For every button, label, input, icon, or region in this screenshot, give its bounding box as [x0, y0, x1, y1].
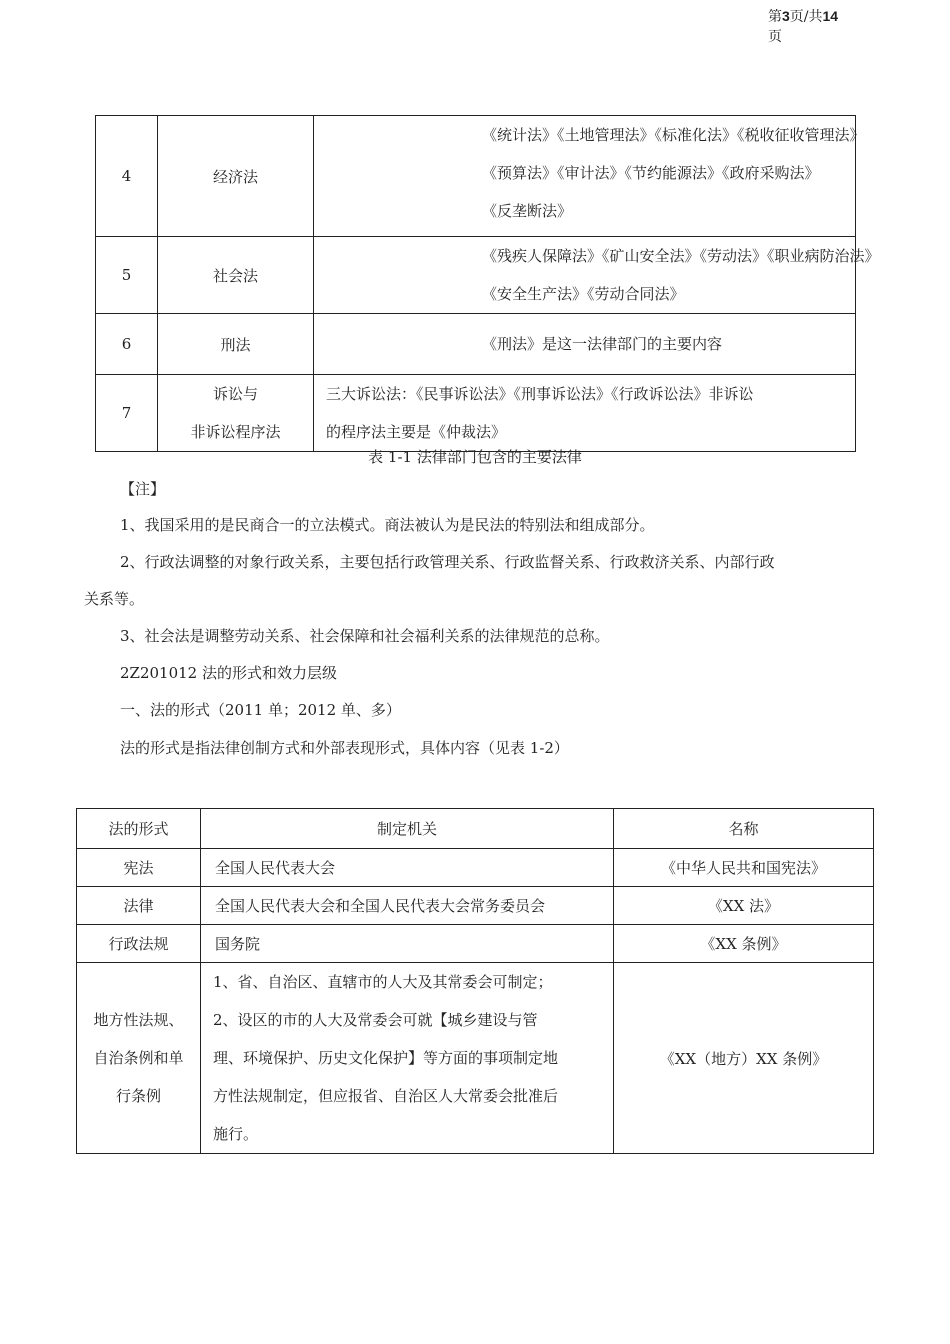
- law-forms-table: [76, 808, 874, 1154]
- note-item: 2、行政法调整的对象行政关系，主要包括行政管理关系、行政监督关系、行政救济关系、内部行政: [120, 553, 775, 571]
- row-number: 7: [96, 375, 158, 452]
- total-pages: 14: [822, 8, 839, 24]
- law-list: 《刑法》是这一法律部门的主要内容: [314, 314, 856, 375]
- law-list: 三大诉讼法：《民事诉讼法》《刑事诉讼法》《行政诉讼法》非诉讼 的程序法主要是《仲裁法》: [314, 375, 856, 452]
- row-number: 6: [96, 314, 158, 375]
- section-code-title: 2Z201012 法的形式和效力层级: [120, 664, 337, 682]
- current-page: 3: [782, 8, 790, 24]
- notes-heading: 【注】: [120, 480, 166, 498]
- table-row: [96, 237, 856, 314]
- note-item-continued: 关系等。: [84, 590, 145, 608]
- table-row: [77, 963, 874, 1154]
- law-category: 刑法: [158, 314, 314, 375]
- section-subtitle: 一、法的形式（2011 单；2012 单、多）: [120, 701, 401, 719]
- law-list: 《残疾人保障法》《矿山安全法》《劳动法》《职业病防治法》 《安全生产法》《劳动合同法》: [314, 237, 856, 314]
- column-header: 名称: [614, 809, 874, 849]
- table-row: [77, 925, 874, 963]
- law-name-cell: 《XX（地方）XX 条例》: [614, 963, 874, 1154]
- row-number: 5: [96, 237, 158, 314]
- law-departments-table: [95, 115, 880, 452]
- page-suffix: 页: [768, 29, 782, 45]
- law-form-cell: 行政法规: [77, 925, 201, 963]
- page-mid: 页/共: [789, 9, 823, 25]
- page-number-header: [768, 6, 868, 47]
- law-form-cell: 地方性法规、 自治条例和单 行条例: [77, 963, 201, 1154]
- section-intro: 法的形式是指法律创制方式和外部表现形式，具体内容（见表 1-2）: [120, 739, 569, 757]
- law-name-cell: 《XX 法》: [614, 887, 874, 925]
- table-row: [77, 849, 874, 887]
- table-caption: 表 1-1 法律部门包含的主要法律: [368, 448, 582, 466]
- table-header-row: [77, 809, 874, 849]
- law-category: 经济法: [158, 116, 314, 237]
- law-list: 《统计法》《土地管理法》《标准化法》《税收征收管理法》 《预算法》《审计法》《节约能源法》《政府采购法》 《反垄断法》: [314, 116, 856, 237]
- enacting-organ-cell: 国务院: [201, 925, 614, 963]
- law-category: 诉讼与 非诉讼程序法: [158, 375, 314, 452]
- page-prefix: 第: [768, 9, 782, 25]
- table-row: [96, 116, 856, 237]
- table-row: [96, 375, 856, 452]
- table-row: [96, 314, 856, 375]
- law-category: 社会法: [158, 237, 314, 314]
- law-name-cell: 《中华人民共和国宪法》: [614, 849, 874, 887]
- note-item: 1、我国采用的是民商合一的立法模式。商法被认为是民法的特别法和组成部分。: [120, 516, 655, 534]
- law-form-cell: 法律: [77, 887, 201, 925]
- law-name-cell: 《XX 条例》: [614, 925, 874, 963]
- enacting-organ-cell: 全国人民代表大会: [201, 849, 614, 887]
- column-header: 制定机关: [201, 809, 614, 849]
- enacting-organ-cell: 1、省、自治区、直辖市的人大及其常委会可制定； 2、设区的市的人大及常委会可就【城乡建设与管 理、环境保护、历史文化保护】等方面的事项制定地 方性法规制定，但应报省、自治区人大常委会批准后 施行。: [201, 963, 614, 1154]
- table-row: [77, 887, 874, 925]
- note-item: 3、社会法是调整劳动关系、社会保障和社会福利关系的法律规范的总称。: [120, 627, 610, 645]
- column-header: 法的形式: [77, 809, 201, 849]
- law-form-cell: 宪法: [77, 849, 201, 887]
- enacting-organ-cell: 全国人民代表大会和全国人民代表大会常务委员会: [201, 887, 614, 925]
- row-number: 4: [96, 116, 158, 237]
